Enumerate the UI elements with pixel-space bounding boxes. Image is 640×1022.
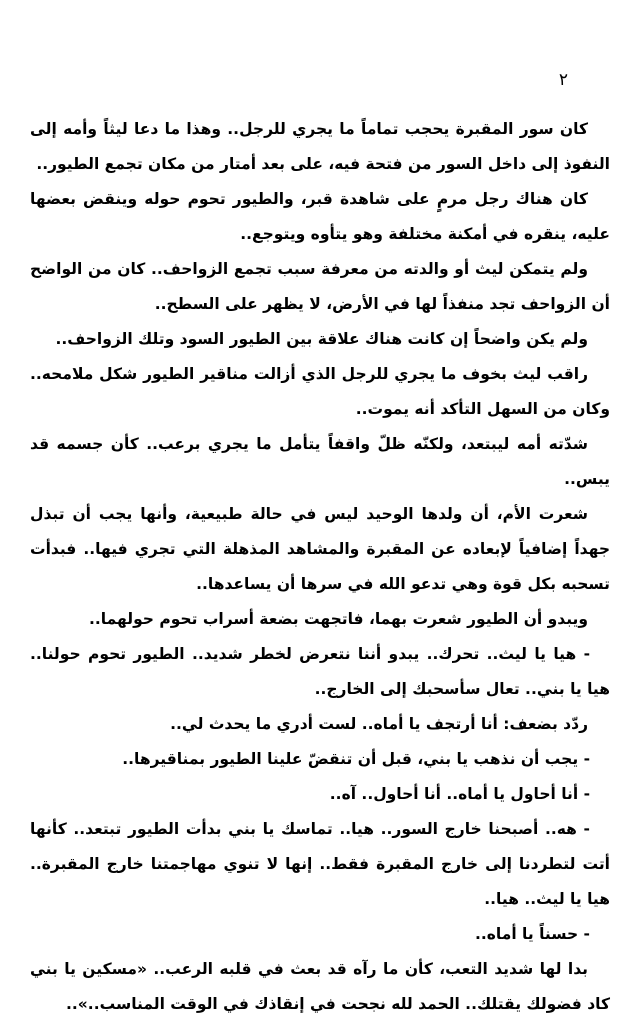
dialogue-line: - أنا أحاول يا أماه.. أنا أحاول.. آه.. <box>329 785 590 803</box>
paragraph: بدا لها شديد التعب، كأن ما رآه قد بعث في قلبه الرعب.. «مسكين يا بني كاد فضولك يقتلك.. الحمد لله نجحت في إنقاذك في الوقت المناسب..».. <box>30 960 610 1013</box>
dialogue-line: - حسناً يا أماه.. <box>474 925 590 943</box>
dialogue-line: - يجب أن نذهب يا بني، قبل أن تنقضّ علينا الطيور بمناقيرها.. <box>122 750 590 768</box>
paragraph: ولم يتمكن ليث أو والدته من معرفة سبب تجمع الزواحف.. كان من الواضح أن الزواحف تجد منفذاً لها في الأرض، لا يظهر على السطح.. <box>30 260 610 313</box>
paragraph: ويبدو أن الطيور شعرت بهما، فاتجهت بضعة أسراب تحوم حولهما.. <box>89 610 588 628</box>
paragraph: شدّته أمه ليبتعد، ولكنّه ظلّ واقفاً يتأمل ما يجري برعب.. كأن جسمه قد يبس.. <box>30 435 610 488</box>
paragraph: شعرت الأم، أن ولدها الوحيد ليس في حالة طبيعية، وأنها يجب أن تبذل جهداً إضافياً لإبعاده عن المقبرة والمشاهد المذهلة التي تجري فيها.. فبدأت تسحبه بكل قوة وهي تدعو الله في سرها أن يساعدها.. <box>30 505 610 593</box>
book-text-body <box>30 112 610 1022</box>
dialogue-line: - هيا يا ليث.. تحرك.. يبدو أننا نتعرض لخطر شديد.. الطيور تحوم حولنا.. هيا يا بني.. تعال سأسحبك إلى الخارج.. <box>30 645 610 698</box>
paragraph: ردّد بضعف: أنا أرتجف يا أماه.. لست أدري ما يحدث لي.. <box>170 715 588 733</box>
paragraph: ولم يكن واضحاً إن كانت هناك علاقة بين الطيور السود وتلك الزواحف.. <box>55 330 588 348</box>
page-number: ٢ <box>558 70 568 90</box>
dialogue-line: - هه.. أصبحنا خارج السور.. هيا.. تماسك يا بني بدأت الطيور تبتعد.. كأنها أتت لتطردنا إلى خارج المقبرة فقط.. إنها لا تنوي مهاجمتنا خارج المقبرة.. هيا يا ليث.. هيا.. <box>30 820 610 908</box>
paragraph: كان هناك رجل مرمٍ على شاهدة قبر، والطيور تحوم حوله وينقض بعضها عليه، ينقره في أمكنة مختلفة وهو يتأوه ويتوجع.. <box>30 190 610 243</box>
paragraph: راقب ليث بخوف ما يجري للرجل الذي أزالت مناقير الطيور شكل ملامحه.. وكان من السهل التأكد أنه يموت.. <box>30 365 610 418</box>
paragraph: كان سور المقبرة يحجب تماماً ما يجري للرجل.. وهذا ما دعا ليثاً وأمه إلى النفوذ إلى داخل السور من فتحة فيه، على بعد أمتار من مكان تجمع الطيور.. <box>30 120 610 173</box>
